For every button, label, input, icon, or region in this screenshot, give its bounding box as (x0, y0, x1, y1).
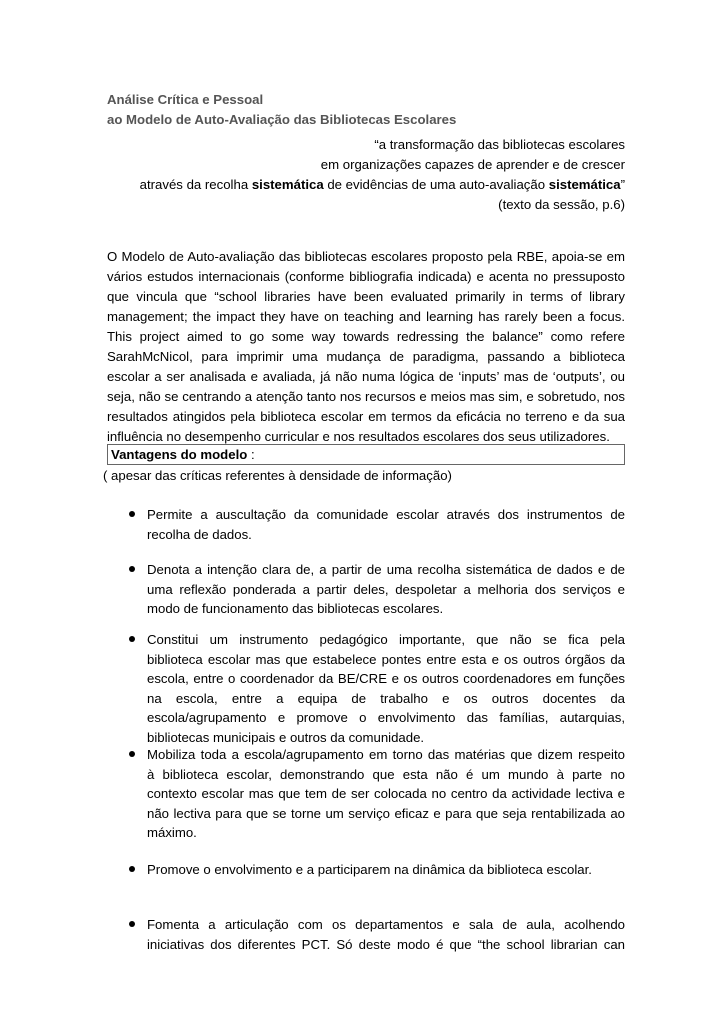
quote-line-1: “a transformação das bibliotecas escolares (374, 137, 625, 152)
intro-line: influência no desempenho curricular e nos resultados escolares dos seus utilizadores. (107, 429, 610, 444)
intro-line: que vincula que “school libraries have been evaluated primarily in terms of library (107, 289, 625, 304)
intro-line: This project aimed to go some way towards redressing the balance” como refere (107, 329, 625, 344)
quote-text: de evidências de uma auto-avaliação (323, 177, 549, 192)
quote-text: através da recolha (139, 177, 252, 192)
bullet-icon (129, 566, 135, 572)
intro-paragraph (107, 247, 625, 447)
list-item-text (147, 915, 625, 954)
section-heading (111, 446, 255, 464)
list-item-line: bibliotecas municipais e outros da comunidade. (147, 729, 425, 745)
list-item-text (147, 560, 625, 619)
list-item-line: Fomenta a articulação com os departamentos e sala de aula, acolhendo (147, 917, 625, 932)
bullet-icon (129, 636, 135, 642)
list-item-text (147, 860, 625, 880)
quote-source: (texto da sessão, p.6) (498, 197, 625, 212)
list-item-line: Mobiliza toda a escola/agrupamento em torno das matérias que dizem respeito (147, 747, 625, 762)
list-item-line: uma reflexão ponderada a partir deles, despoletar a melhoria dos serviços e (147, 581, 625, 597)
list-item-text (147, 745, 625, 843)
intro-line: resultados atingidos pela biblioteca escolar em termos da eficácia no terreno e da sua (107, 409, 625, 424)
intro-line: management; the impact they have on teaching and learning has rarely been a focus. (107, 309, 625, 324)
quote-line-3 (107, 175, 625, 195)
list-item-line: contexto escolar mas que tem de ser colocada no centro da actividade lectiva e (147, 786, 625, 801)
section-heading-label: Vantagens do modelo (111, 447, 248, 462)
intro-line: vários estudos internacionais (conforme bibliografia indicada) e acenta no pressuposto (107, 269, 625, 284)
quote-line-2: em organizações capazes de aprender e de crescer (320, 157, 625, 172)
list-item-line: à biblioteca escolar, demonstrando que esta não é um mundo à parte no (147, 766, 625, 782)
list-item-line: Denota a intenção clara de, a partir de uma recolha sistemática de dados e de (147, 562, 625, 577)
bullet-icon (129, 751, 135, 757)
intro-line: escolar a ser analisada e avaliada, já não numa lógica de ‘inputs’ mas de ‘outputs’, ou (107, 369, 625, 384)
list-item-line: iniciativas dos diferentes PCT. Só deste modo é que “the school librarian can (147, 936, 625, 952)
bullet-icon (129, 866, 135, 872)
section-heading-box (107, 444, 625, 465)
intro-line: SarahMcNicol, para imprimir uma mudança de paradigma, passando a biblioteca (107, 349, 625, 364)
list-item-text (147, 630, 625, 747)
list-item-line: biblioteca escolar mas que estabelece pontes entre esta e os outros órgãos da (147, 651, 625, 667)
list-item-text (147, 505, 625, 544)
title-line-2: ao Modelo de Auto-Avaliação das Bibliotecas Escolares (107, 112, 457, 127)
list-item-line: Constitui um instrumento pedagógico importante, que não se fica pela (147, 632, 625, 647)
document-title (107, 90, 456, 130)
list-item-line: escola/agrupamento e promove o envolvimento das famílias, autarquias, (147, 710, 625, 725)
bullet-icon (129, 511, 135, 517)
intro-line: seja, não se centrando a atenção tanto nos recursos e meios mas sim, e sobretudo, nos (107, 389, 625, 404)
title-line-1: Análise Crítica e Pessoal (107, 92, 264, 107)
quote-bold: sistemática (548, 177, 621, 192)
list-item-line: Promove o envolvimento e a participarem na dinâmica da biblioteca escolar. (147, 862, 592, 877)
list-item-line: escola, entre o coordenador da BE/CRE e os outros coordenadores em funções (147, 671, 625, 686)
bullet-icon (129, 921, 135, 927)
list-item-line: não lectiva para que se torne um serviço eficaz e para que seja rentabilizada ao (147, 805, 625, 821)
list-item-line: na escola, entre a equipa de trabalho e os outros docentes da (147, 690, 625, 706)
list-item-line: recolha de dados. (147, 526, 252, 542)
section-note: ( apesar das críticas referentes à densidade de informação) (103, 468, 452, 483)
section-heading-suffix: : (247, 447, 255, 462)
quote-bold: sistemática (251, 177, 324, 192)
list-item-line: modo de funcionamento das bibliotecas escolares. (147, 601, 444, 616)
intro-line: O Modelo de Auto-avaliação das bibliotecas escolares proposto pela RBE, apoia-se em (107, 249, 625, 264)
quote-text: ” (620, 177, 625, 192)
list-item-line: Permite a auscultação da comunidade escolar através dos instrumentos de (147, 507, 625, 522)
epigraph-quote (107, 135, 625, 215)
list-item-line: máximo. (147, 825, 197, 840)
